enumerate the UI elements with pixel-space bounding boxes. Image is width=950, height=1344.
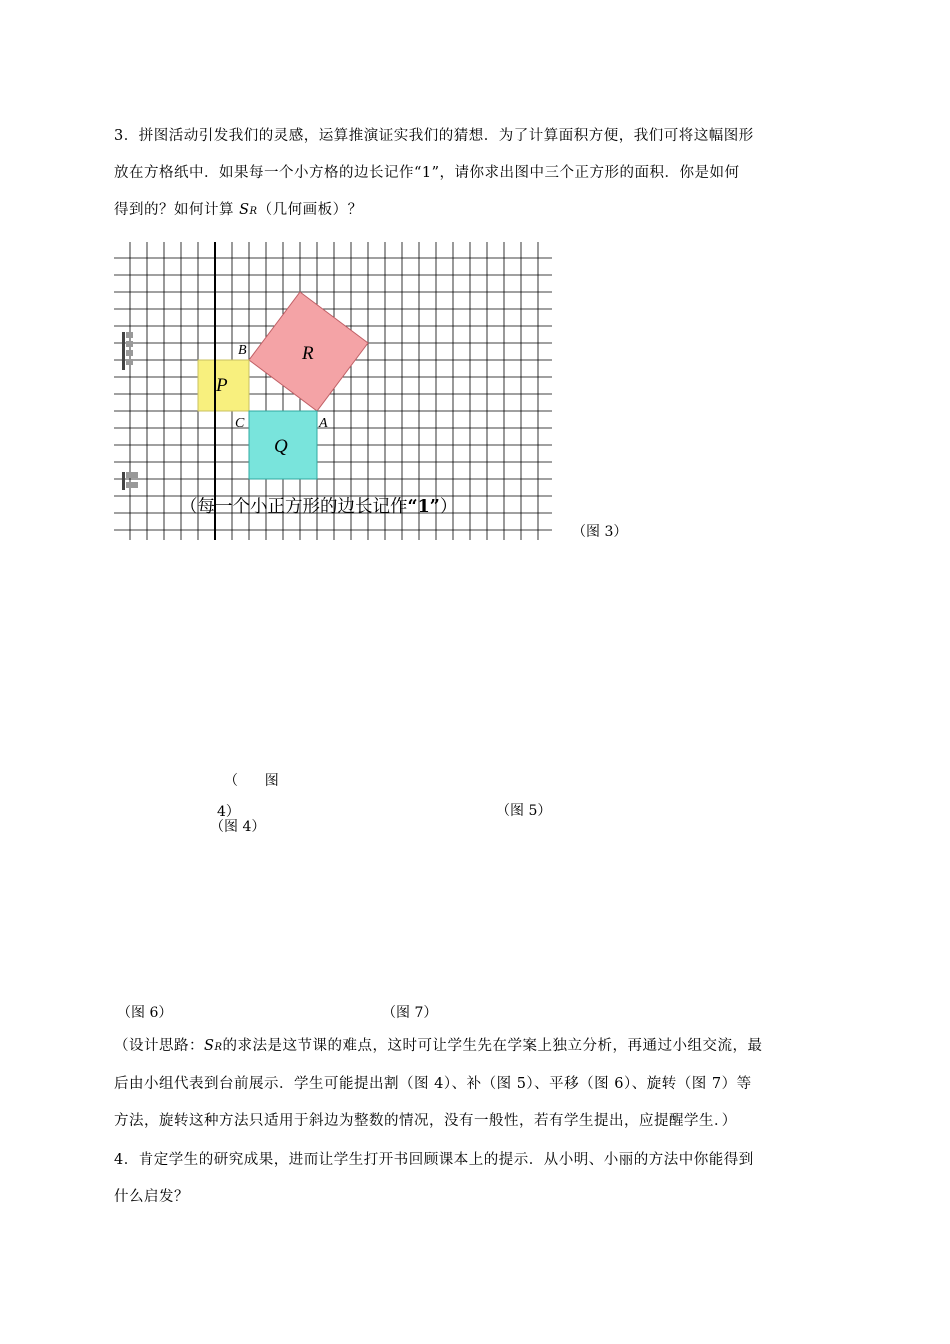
q3-line-1: 3．拼图活动引发我们的灵感，运算推演证实我们的猜想．为了计算面积方便，我们可将这幅图形 bbox=[114, 128, 754, 144]
q4-line-1: 4．肯定学生的研究成果，进而让学生打开书回顾课本上的提示．从小明、小丽的方法中你能得到 bbox=[114, 1152, 754, 1168]
question-4-text bbox=[114, 1142, 836, 1216]
grid-lines bbox=[114, 242, 552, 540]
caption-fig4-part2: 4） bbox=[217, 804, 240, 820]
caption-fig5: （图 5） bbox=[496, 803, 552, 819]
grid-note: （每一个小正方形的边长记作“1”） bbox=[180, 497, 458, 517]
toolbar-glyph-top bbox=[122, 332, 133, 370]
caption-fig4: （图 4） bbox=[210, 819, 266, 835]
q4-line-2: 什么启发？ bbox=[114, 1189, 189, 1205]
caption-fig4-part1: （ 图 bbox=[224, 773, 279, 789]
label-R: R bbox=[302, 343, 314, 364]
caption-fig7: （图 7） bbox=[382, 1005, 438, 1021]
label-A: A bbox=[319, 416, 328, 431]
figure-3-grid bbox=[0, 0, 950, 560]
design-line-2: 后由小组代表到台前展示．学生可能提出割（图 4）、补（图 5）、平移（图 6）、旋转（图 7）等 bbox=[114, 1076, 752, 1092]
label-P: P bbox=[216, 375, 228, 396]
label-C: C bbox=[235, 416, 245, 431]
design-notes bbox=[114, 1028, 836, 1140]
design-line-1: （设计思路：SR的求法是这节课的难点，这时可让学生先在学案上独立分析，再通过小组交流，最 bbox=[114, 1038, 763, 1054]
q3-line-3: 得到的？如何计算 SR（几何画板）？ bbox=[114, 202, 363, 218]
design-line-3: 方法，旋转这种方法只适用于斜边为整数的情况，没有一般性，若有学生提出，应提醒学生．） bbox=[114, 1113, 737, 1129]
caption-fig6: （图 6） bbox=[117, 1005, 173, 1021]
caption-fig3: （图 3） bbox=[572, 524, 628, 540]
label-Q: Q bbox=[274, 436, 288, 457]
label-B: B bbox=[238, 343, 247, 358]
q3-line-2: 放在方格纸中．如果每一个小方格的边长记作“1”，请你求出图中三个正方形的面积．你是如何 bbox=[114, 165, 740, 181]
